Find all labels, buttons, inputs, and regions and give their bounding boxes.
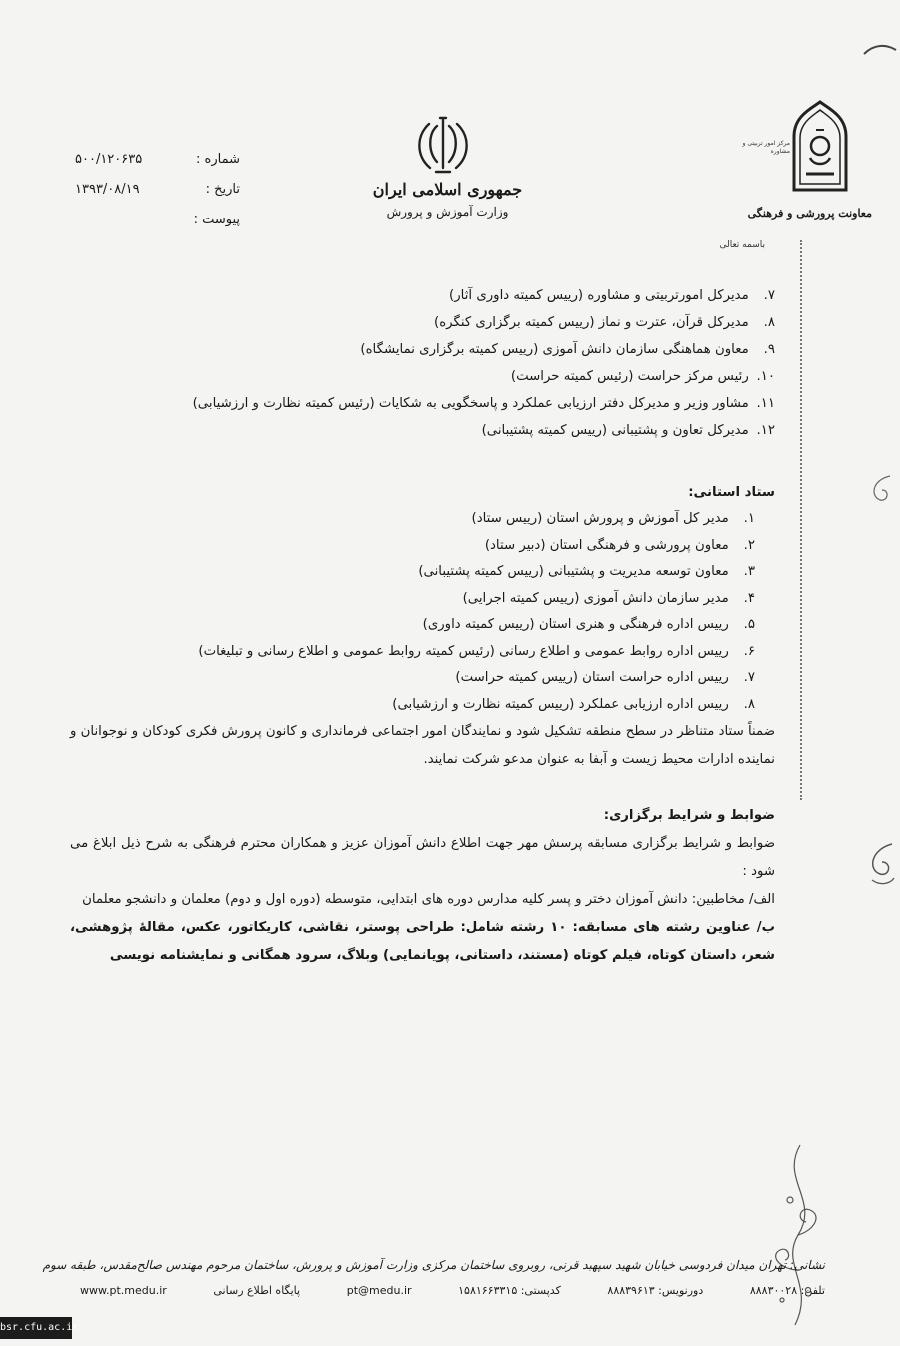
site-watermark: bsr.cfu.ac.ir xyxy=(0,1317,72,1339)
date-label: تاریخ : xyxy=(205,182,240,197)
issuer-titles xyxy=(355,180,540,219)
bismillah-text: باسمه تعالی xyxy=(719,240,765,250)
section-title-conditions: ضوابط و شرایط برگزاری: xyxy=(603,808,775,823)
footer-contacts xyxy=(80,1284,825,1297)
list-item: ۳. معاون توسعه مدیریت و پشتیبانی (رییس کمیته پشتیبانی) xyxy=(418,564,755,579)
attachment-row xyxy=(75,205,240,235)
date-row xyxy=(75,175,240,205)
date-value: ۱۳۹۳/۰۸/۱۹ xyxy=(75,182,140,197)
decorative-swirl-icon xyxy=(862,840,898,890)
section-title-provincial: ستاد استانی: xyxy=(688,485,775,500)
list-item: ۷. رییس اداره حراست استان (رییس کمیته حراست) xyxy=(455,670,755,685)
categories-paragraph: ب/ عناوین رشته های مسابقه: ۱۰ رشته شامل: طراحی پوستر، نقاشی، کاریکاتور، عکس، مقالهٔ پژوهشی، شعر، داستان کوتاه، فیلم کوتاه (مستند، داستانی، پویانمایی) وبلاگ، سرود همگانی و نمایشنامه نویسی xyxy=(70,920,775,963)
letter-body xyxy=(70,282,775,970)
conditions-intro-paragraph: ضوابط و شرایط برگزاری مسابقه پرسش مهر جهت اطلاع دانش آموزان عزیز و همکاران محترم فرهنگی به شرح ذیل ابلاغ می شود : xyxy=(70,836,775,879)
letter-footer xyxy=(42,1258,825,1297)
list-item: ۱۲. مدیرکل تعاون و پشتیبانی (رییس کمیته پشتیبانی) xyxy=(481,423,775,438)
list-item: ۱. مدیر کل آموزش و پرورش استان (رییس ستاد) xyxy=(471,511,755,526)
list-item: ۴. مدیر سازمان دانش آموزی (رییس کمیته اجرایی) xyxy=(462,590,755,606)
margin-dotted-line xyxy=(800,240,802,800)
decorative-swirl-icon xyxy=(862,470,896,510)
list-item: ۶. رییس اداره روابط عمومی و اطلاع رسانی (رئیس کمیته روابط عمومی و اطلاع رسانی و تبلیغات) xyxy=(198,643,755,659)
decorative-swirl-icon xyxy=(862,40,898,60)
ministry-title: وزارت آموزش و پرورش xyxy=(386,205,509,219)
ministry-committee-list xyxy=(70,282,775,444)
number-row xyxy=(75,145,240,175)
regional-staff-paragraph: ضمناً ستاد متناظر در سطح منطقه تشکیل شود و نمایندگان امور اجتماعی فرمانداری و کانون پرورش فکری کودکان و نوجوانان و نماینده ادارات محیط زیست و آبفا به عنوان مدعو شرکت نمایند. xyxy=(70,724,775,767)
republic-title: جمهوری اسلامی ایران xyxy=(372,180,523,199)
attachment-label: پیوست : xyxy=(193,212,240,227)
provincial-committee-list xyxy=(70,506,775,718)
org-logo-icon xyxy=(790,100,850,192)
decorative-swirl-icon xyxy=(760,1140,830,1330)
list-item: ۱۱. مشاور وزیر و مدیرکل دفتر ارزیابی عملکرد و پاسخگویی به شکایات (رئیس کمیته نظارت و ارزشیابی) xyxy=(192,396,775,411)
letter-meta xyxy=(75,145,240,235)
list-item: ۲. معاون پرورشی و فرهنگی استان (دبیر ستاد) xyxy=(484,537,755,553)
list-item: ۵. رییس اداره فرهنگی و هنری استان (رییس کمیته داوری) xyxy=(422,617,755,632)
iran-emblem-icon xyxy=(410,112,476,178)
footer-postal-code: کدپستی: ۱۵۸۱۶۶۳۳۱۵ xyxy=(458,1284,561,1297)
footer-fax: دورنویس: ۸۸۸۳۹۶۱۳ xyxy=(607,1284,704,1297)
footer-address: نشانی: تهران میدان فردوسی خیابان شهید سپهبد قرنی، روبروی ساختمان مرکزی وزارت آموزش و پرورش، ساختمان مرحوم مهندس صالح‌مقدس، طبقه سوم xyxy=(42,1258,825,1272)
org-small-text: مرکز امور تربیتی و مشاوره xyxy=(742,140,790,155)
list-item: ۷. مدیرکل امورتربیتی و مشاوره (رییس کمیته داوری آثار) xyxy=(449,288,775,303)
audience-paragraph: الف/ مخاطبین: دانش آموزان دختر و پسر کلیه مدارس دوره های ابتدایی، متوسطه (دوره اول و دوم) معلمان و دانشجو معلمان xyxy=(82,892,775,907)
footer-portal-label: پایگاه اطلاع رسانی xyxy=(213,1284,301,1297)
number-label: شماره : xyxy=(196,152,240,167)
footer-email: pt@medu.ir xyxy=(346,1284,412,1297)
number-value: ۵۰۰/۱۲۰۶۳۵ xyxy=(75,152,143,167)
list-item: ۸. مدیرکل قرآن، عترت و نماز (رییس کمیته برگزاری کنگره) xyxy=(434,315,775,330)
list-item: ۱۰. رئیس مرکز حراست (رئیس کمیته حراست) xyxy=(510,369,775,384)
footer-website: www.pt.medu.ir xyxy=(80,1284,167,1297)
footer-phone: تلفن: ۸۸۸۳۰۰۲۸ xyxy=(749,1284,825,1297)
org-name: معاونت پرورشی و فرهنگی xyxy=(747,207,872,220)
list-item: ۸. رییس اداره ارزیابی عملکرد (رییس کمیته نظارت و ارزشیابی) xyxy=(392,696,755,712)
list-item: ۹. معاون هماهنگی سازمان دانش آموزی (رییس کمیته برگزاری نمایشگاه) xyxy=(360,342,775,357)
